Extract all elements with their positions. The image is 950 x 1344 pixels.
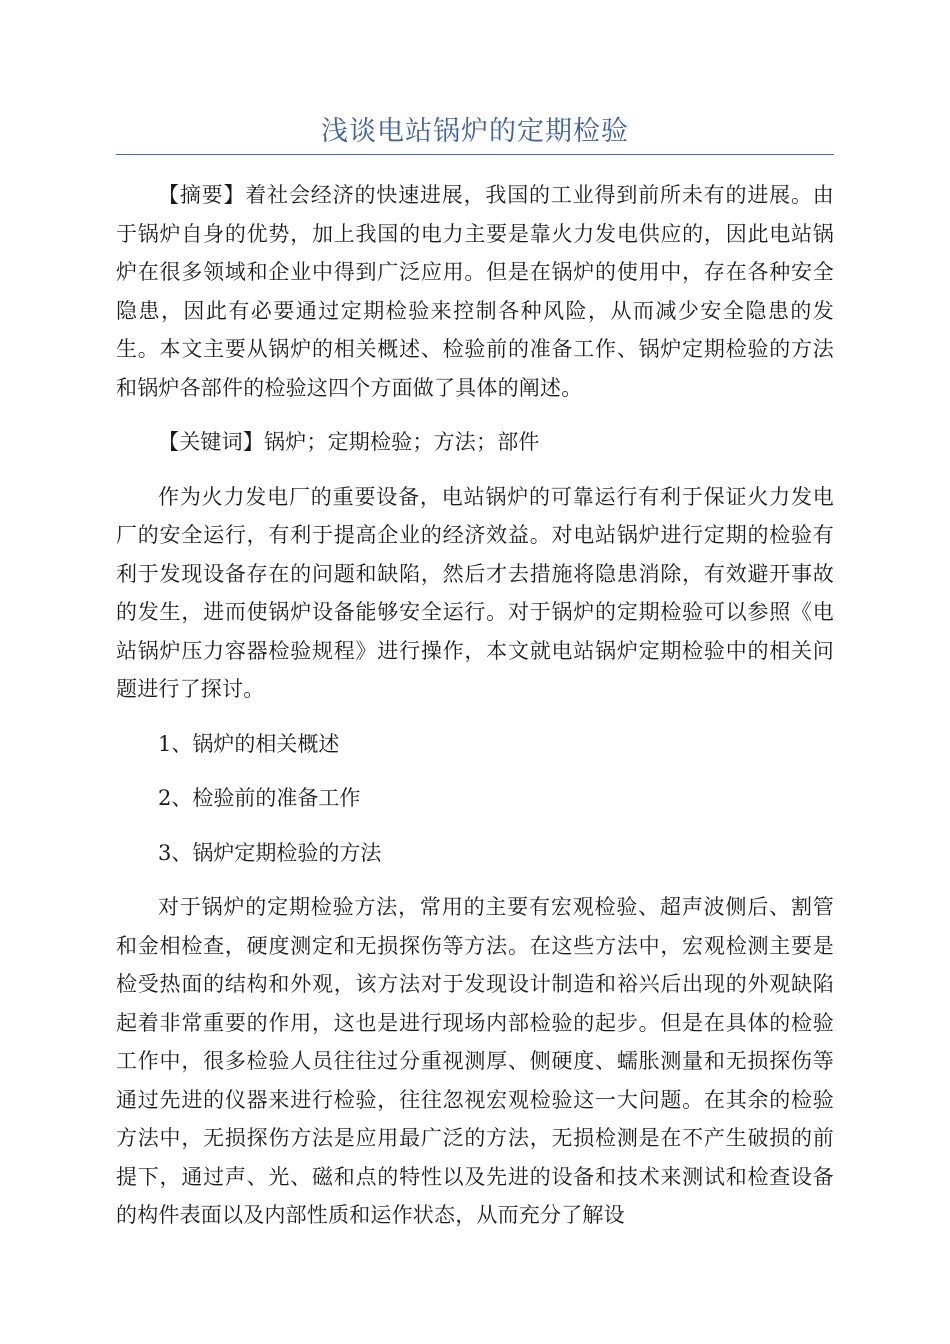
section-heading-3: 3、锅炉定期检验的方法 <box>158 840 382 865</box>
abstract-paragraph: 【摘要】着社会经济的快速进展，我国的工业得到前所未有的进展。由于锅炉自身的优势，加上我国的电力主要是靠火力发电供应的，因此电站锅炉在很多领域和企业中得到广泛应用。但是在锅炉的使用中，存在各种安全隐患，因此有必要通过定期检验来控制各种风险，从而减少安全隐患的发生。本文主要从锅炉的相关概述、检验前的准备工作、锅炉定期检验的方法和锅炉各部件的检验这四个方面做了具体的阐述。 <box>116 183 834 400</box>
document-title: 浅谈电站锅炉的定期检验 <box>321 116 629 147</box>
keywords-paragraph: 【关键词】锅炉；定期检验；方法；部件 <box>158 430 540 454</box>
methods-paragraph: 对于锅炉的定期检验方法，常用的主要有宏观检验、超声波侧后、割管和金相检查，硬度测定和无损探伤等方法。在这些方法中，宏观检测主要是检受热面的结构和外观，该方法对于发现设计制造和裕兴后出现的外观缺陷起着非常重要的作用，这也是进行现场内部检验的起步。但是在具体的检验工作中，很多检验人员往往过分重视测厚、侧硬度、蠕胀测量和无损探伤等通过先进的仪器来进行检验，往往忽视宏观检验这一大问题。在其余的检验方法中，无损探伤方法是应用最广泛的方法，无损检测是在不产生破损的前提下，通过声、光、磁和点的特性以及先进的设备和技术来测试和检查设备的构件表面以及内部性质和运作状态，从而充分了解设 <box>116 895 834 1227</box>
title-underline <box>116 154 834 155</box>
document-body <box>116 176 834 1235</box>
intro-paragraph: 作为火力发电厂的重要设备，电站锅炉的可靠运行有利于保证火力发电厂的安全运行，有利于提高企业的经济效益。对电站锅炉进行定期的检验有利于发现设备存在的问题和缺陷，然后才去措施将隐患消除，有效避开事故的发生，进而使锅炉设备能够安全运行。对于锅炉的定期检验可以参照《电站锅炉压力容器检验规程》进行操作，本文就电站锅炉定期检验中的相关问题进行了探讨。 <box>116 484 834 701</box>
section-heading-2: 2、检验前的准备工作 <box>158 786 361 810</box>
section-heading-1: 1、锅炉的相关概述 <box>158 731 340 756</box>
